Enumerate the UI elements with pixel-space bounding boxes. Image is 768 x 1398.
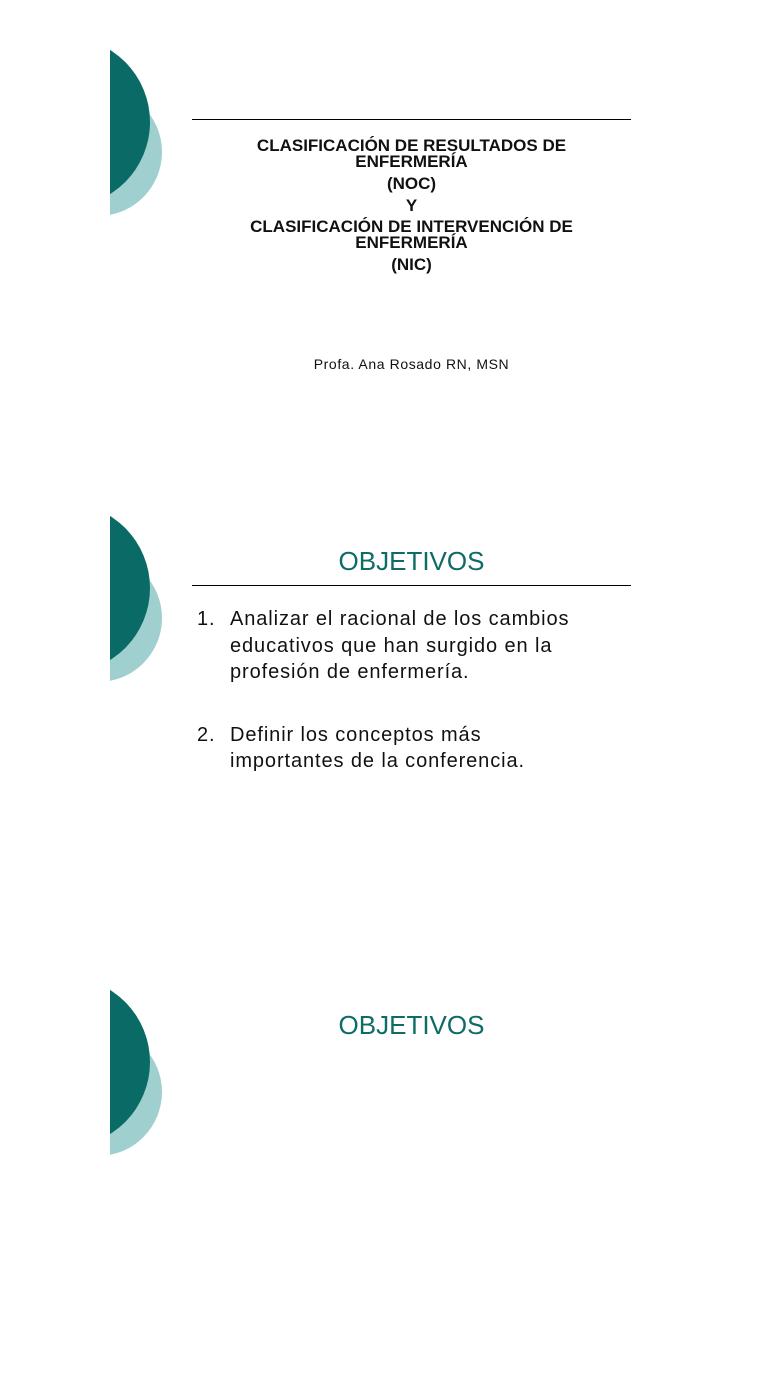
slide-objectives-continued: [0, 932, 768, 1398]
light-teal-circle: [34, 88, 162, 216]
objective-line: educativos que han surgido en la: [230, 634, 553, 657]
title-line: (NOC): [386, 174, 437, 193]
objectives-list: [197, 606, 657, 775]
light-teal-circle: [34, 554, 162, 682]
slide-title: [0, 0, 768, 466]
objective-line: Definir los conceptos más: [230, 723, 482, 746]
title-line: CLASIFICACIÓN DE RESULTADOS DE: [256, 136, 567, 155]
objective-line: importantes de la conferencia.: [230, 750, 525, 772]
heading-rule: [192, 585, 631, 586]
dark-teal-circle: [0, 503, 150, 673]
objective-item: [197, 606, 657, 686]
title-line: CLASIFICACIÓN DE INTERVENCIÓN DE: [250, 217, 573, 236]
objective-line: profesión de enfermería.: [230, 661, 470, 683]
dark-teal-circle: [0, 977, 150, 1147]
slide-heading: OBJETIVOS: [338, 1010, 485, 1040]
objective-number: 2.: [197, 723, 216, 746]
light-teal-circle: [34, 1028, 162, 1156]
title-rule: [192, 119, 631, 120]
author-name: Profa. Ana Rosado RN, MSN: [313, 356, 510, 372]
objective-line: Analizar el racional de los cambios: [230, 608, 570, 630]
title-line: (NIC): [391, 255, 432, 274]
title-line: ENFERMERÍA: [355, 233, 468, 252]
objective-number: 1.: [197, 608, 216, 630]
slide-heading: OBJETIVOS: [338, 546, 485, 576]
title-line: Y: [405, 196, 418, 215]
dark-teal-circle: [0, 37, 150, 207]
objective-item: [197, 722, 657, 775]
title-line: ENFERMERÍA: [355, 152, 468, 171]
decorative-circles: [0, 932, 768, 1398]
presentation-title: [192, 138, 631, 274]
